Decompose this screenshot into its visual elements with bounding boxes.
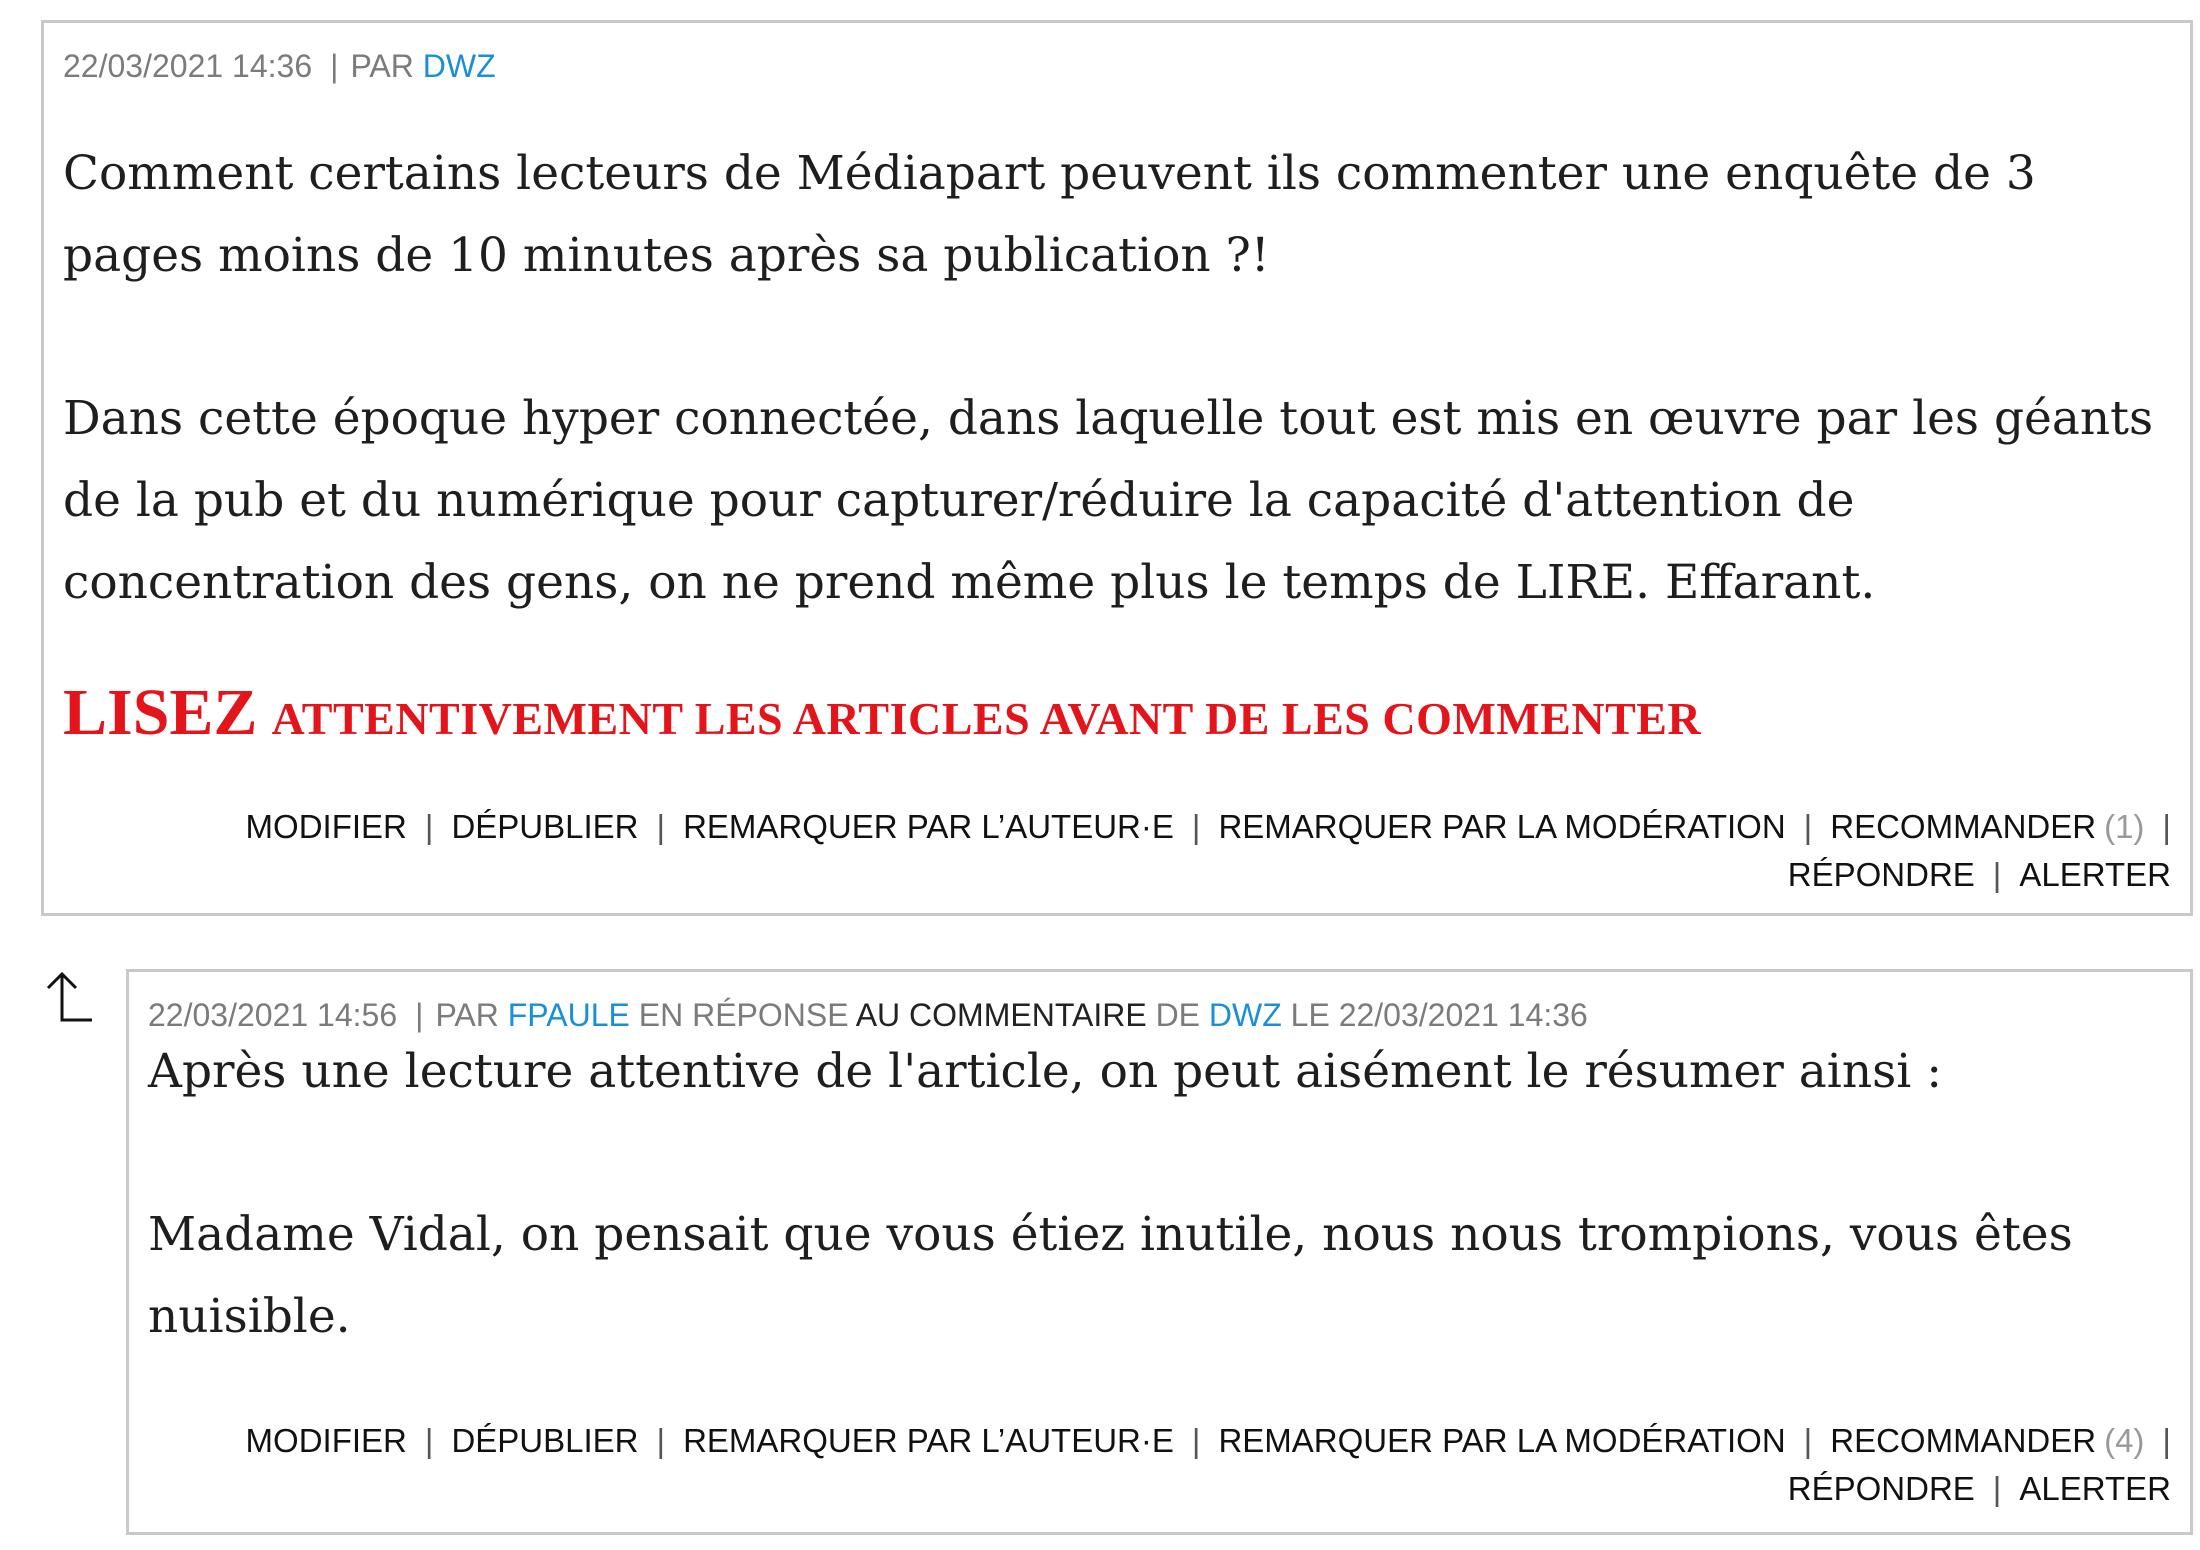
- action-separator: |: [1191, 1422, 1201, 1459]
- parent-comment-date: 22/03/2021 14:36: [1338, 997, 1588, 1033]
- author-link[interactable]: FPAULE: [507, 997, 630, 1033]
- meta-separator: |: [415, 997, 424, 1033]
- highlighted-shout-text: [63, 673, 1701, 770]
- alert-link[interactable]: ALERTER: [2019, 856, 2171, 893]
- unpublish-link[interactable]: DÉPUBLIER: [451, 808, 639, 845]
- comment-paragraph: Après une lecture attentive de l'article, on peut aisément le résumer ainsi :: [148, 1044, 1943, 1099]
- author-highlight-link[interactable]: REMARQUER PAR L’AUTEUR·E: [683, 1422, 1174, 1459]
- comment-paragraph: Comment certains lecteurs de Médiapart peuvent ils commenter une enquête de 3 pages moins de 10 minutes après sa publication ?!: [63, 146, 2036, 283]
- action-separator: |: [2162, 808, 2171, 845]
- modify-link[interactable]: MODIFIER: [245, 808, 407, 845]
- parent-comment-link[interactable]: AU COMMENTAIRE: [855, 997, 1147, 1033]
- comment-actions: [246, 1417, 2171, 1513]
- action-separator: |: [1803, 808, 1813, 845]
- reply-le-label: LE: [1290, 997, 1330, 1033]
- recommend-link[interactable]: RECOMMANDER: [1830, 1422, 2097, 1459]
- action-separator: |: [424, 808, 434, 845]
- modify-link[interactable]: MODIFIER: [245, 1422, 407, 1459]
- action-separator: |: [2162, 1422, 2171, 1459]
- action-separator: |: [1803, 1422, 1813, 1459]
- author-highlight-link[interactable]: REMARQUER PAR L’AUTEUR·E: [683, 808, 1174, 845]
- shout-big-word: LISEZ: [63, 676, 258, 749]
- recommend-count: (4): [2104, 1422, 2145, 1459]
- moderation-highlight-link[interactable]: REMARQUER PAR LA MODÉRATION: [1218, 808, 1786, 845]
- shout-rest: ATTENTIVEMENT LES ARTICLES AVANT DE LES COMMENTER: [271, 693, 1702, 744]
- action-separator: |: [1992, 856, 2002, 893]
- meta-separator: |: [330, 48, 339, 84]
- action-separator: |: [656, 808, 666, 845]
- author-link[interactable]: DWZ: [422, 48, 496, 84]
- reply-de-label: DE: [1155, 997, 1201, 1033]
- moderation-highlight-link[interactable]: REMARQUER PAR LA MODÉRATION: [1218, 1422, 1786, 1459]
- action-separator: |: [1191, 808, 1201, 845]
- unpublish-link[interactable]: DÉPUBLIER: [451, 1422, 639, 1459]
- recommend-count: (1): [2104, 808, 2145, 845]
- recommend-link[interactable]: RECOMMANDER: [1830, 808, 2097, 845]
- comment-paragraph: Madame Vidal, on pensait que vous étiez inutile, nous nous trompions, vous êtes nuisible.: [148, 1207, 2073, 1344]
- par-label: PAR: [350, 48, 414, 84]
- comment-card: [41, 20, 2193, 916]
- parent-author-link[interactable]: DWZ: [1208, 997, 1282, 1033]
- reply-arrow-icon: [46, 972, 94, 1024]
- comment-meta: [63, 42, 496, 90]
- reply-comment-card: [126, 969, 2193, 1535]
- reply-link[interactable]: RÉPONDRE: [1787, 856, 1975, 893]
- comment-actions: [246, 803, 2171, 899]
- comment-date: 22/03/2021 14:56: [148, 997, 398, 1033]
- reply-in-label: EN RÉPONSE: [638, 997, 849, 1033]
- action-separator: |: [656, 1422, 666, 1459]
- comment-paragraph: Dans cette époque hyper connectée, dans laquelle tout est mis en œuvre par les géants de la pub et du numérique pour capturer/réduire la capacité d'attention de concentration des gens, on ne prend même plus le temps de LIRE. Effarant.: [63, 391, 2154, 610]
- action-separator: |: [1992, 1470, 2002, 1507]
- comment-date: 22/03/2021 14:36: [63, 48, 313, 84]
- reply-link[interactable]: RÉPONDRE: [1787, 1470, 1975, 1507]
- par-label: PAR: [435, 997, 499, 1033]
- action-separator: |: [424, 1422, 434, 1459]
- alert-link[interactable]: ALERTER: [2019, 1470, 2171, 1507]
